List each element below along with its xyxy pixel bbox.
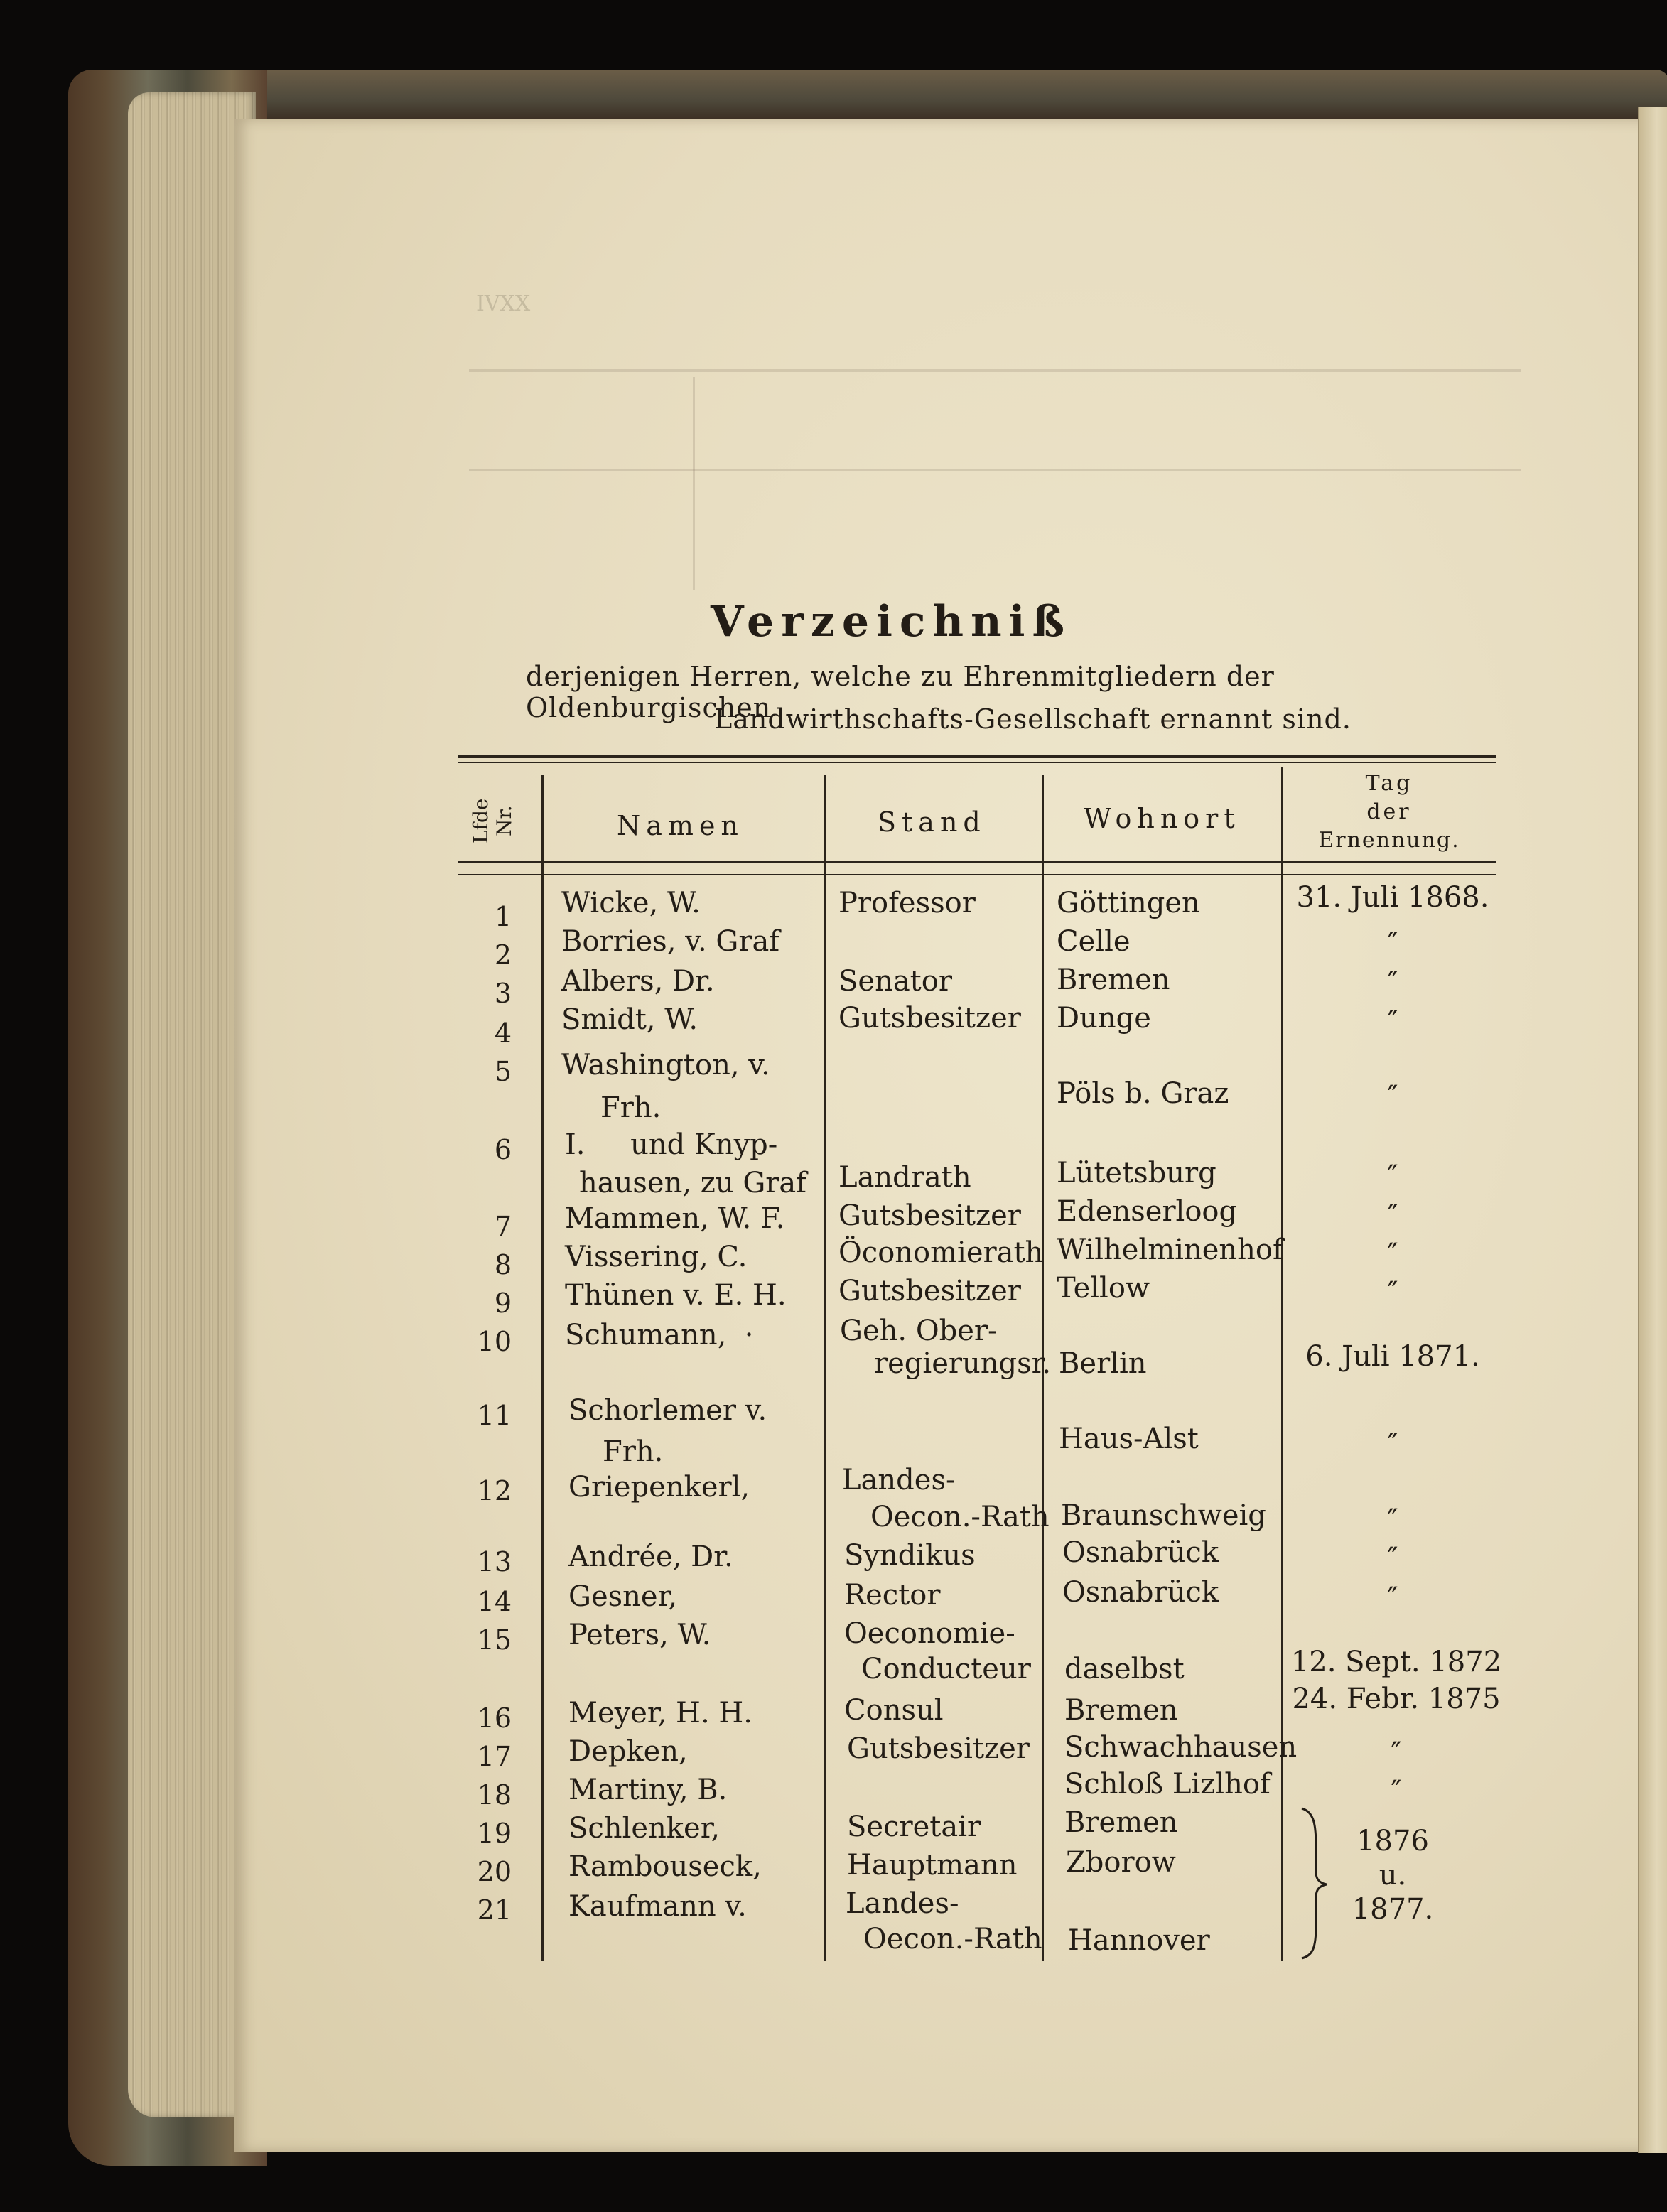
- row-17-wohnort: Schwachhausen: [1064, 1731, 1298, 1764]
- row-13-nr: 13: [477, 1546, 512, 1577]
- row-18-nr: 18: [477, 1779, 512, 1811]
- subtitle-line-2: Landwirthschafts-Gesellschaft ernannt sind.: [714, 703, 1352, 735]
- row-11-nr: 11: [477, 1400, 512, 1431]
- row-4-date: ″: [1387, 1005, 1398, 1038]
- row-7-wohnort: Edenserloog: [1057, 1195, 1238, 1228]
- row-1-wohnort: Göttingen: [1057, 887, 1200, 919]
- header-tag: Tag: [1365, 771, 1413, 796]
- row-8-stand: Öconomierath: [838, 1236, 1044, 1269]
- row-11-wohnort: Haus-Alst: [1059, 1423, 1199, 1455]
- row-6-nr: 6: [494, 1134, 512, 1165]
- row-18-date: ″: [1391, 1775, 1402, 1808]
- row-8-nr: 8: [494, 1249, 512, 1280]
- row-18-wohnort: Schloß Lizlhof: [1064, 1768, 1271, 1801]
- row-6-name: I. und Knyp-: [565, 1128, 778, 1161]
- group-date-line3: 1877.: [1352, 1893, 1434, 1926]
- header-bottom-rule: [458, 861, 1496, 863]
- row-5-name: Washington, v.: [561, 1049, 770, 1081]
- row-13-wohnort: Osnabrück: [1062, 1536, 1219, 1569]
- row-3-name: Albers, Dr.: [561, 965, 715, 998]
- row-21-stand-cont: Oecon.-Rath: [863, 1923, 1042, 1955]
- row-8-date: ″: [1387, 1238, 1398, 1270]
- row-17-date: ″: [1391, 1737, 1402, 1769]
- row-2-nr: 2: [494, 939, 512, 971]
- row-14-nr: 14: [477, 1586, 512, 1617]
- row-21-nr: 21: [477, 1894, 512, 1926]
- header-wohnort: Wohnort: [1084, 803, 1241, 834]
- row-6-stand: Landrath: [838, 1161, 971, 1194]
- row-7-nr: 7: [494, 1211, 512, 1242]
- row-6-date: ″: [1387, 1160, 1398, 1192]
- row-2-wohnort: Celle: [1057, 925, 1131, 958]
- row-21-wohnort: Hannover: [1068, 1924, 1210, 1957]
- header-stand: Stand: [878, 806, 986, 838]
- row-2-name: Borries, v. Graf: [561, 925, 780, 958]
- row-3-wohnort: Bremen: [1057, 964, 1170, 996]
- row-18-name: Martiny, B.: [568, 1774, 728, 1806]
- row-4-nr: 4: [494, 1018, 512, 1049]
- row-3-nr: 3: [494, 978, 512, 1009]
- row-17-name: Depken,: [568, 1735, 688, 1768]
- row-6-wohnort: Lütetsburg: [1057, 1157, 1216, 1189]
- row-9-date: ″: [1387, 1276, 1398, 1309]
- row-6-name-cont: hausen, zu Graf: [579, 1167, 807, 1199]
- row-8-wohnort: Wilhelminenhof: [1057, 1234, 1283, 1266]
- row-3-date: ″: [1387, 966, 1398, 999]
- row-16-nr: 16: [477, 1703, 512, 1734]
- row-10-nr: 10: [477, 1326, 512, 1357]
- row-5-wohnort: Pöls b. Graz: [1057, 1077, 1229, 1110]
- header-nr: Lfde Nr.: [469, 798, 516, 843]
- book-cover-top: [85, 70, 1667, 119]
- column-rule-nr: [541, 775, 544, 1961]
- row-11-name: Schorlemer v.: [568, 1394, 767, 1427]
- table-top-rule: [458, 755, 1496, 758]
- row-21-name: Kaufmann v.: [568, 1890, 747, 1923]
- row-19-name: Schlenker,: [568, 1812, 721, 1845]
- row-5-name-cont: Frh.: [600, 1091, 662, 1124]
- row-15-name: Peters, W.: [568, 1619, 711, 1651]
- row-16-stand: Consul: [844, 1694, 944, 1727]
- row-12-nr: 12: [477, 1475, 512, 1506]
- bleed-through-rule: [469, 469, 1521, 471]
- row-12-stand: Landes-: [842, 1464, 956, 1496]
- row-4-name: Smidt, W.: [561, 1003, 698, 1036]
- row-4-wohnort: Dunge: [1057, 1002, 1151, 1035]
- row-10-stand: Geh. Ober-: [840, 1315, 998, 1347]
- row-20-name: Rambouseck,: [568, 1850, 762, 1883]
- subtitle-line-1: derjenigen Herren, welche zu Ehrenmitgliedern der Oldenburgischen: [526, 661, 1275, 723]
- row-1-name: Wicke, W.: [561, 887, 701, 919]
- row-20-stand: Hauptmann: [847, 1849, 1018, 1882]
- row-9-stand: Gutsbesitzer: [838, 1275, 1021, 1307]
- row-21-stand: Landes-: [846, 1887, 959, 1920]
- row-19-nr: 19: [477, 1818, 512, 1849]
- next-page-edge: [1638, 107, 1667, 2153]
- row-15-stand: Oeconomie-: [844, 1617, 1015, 1650]
- row-17-nr: 17: [477, 1741, 512, 1772]
- row-19-stand: Secretair: [847, 1811, 981, 1843]
- row-15-wohnort: daselbst: [1064, 1653, 1185, 1685]
- row-9-nr: 9: [494, 1288, 512, 1319]
- row-11-name-cont: Frh.: [603, 1435, 664, 1468]
- row-15-date: 12. Sept. 1872: [1290, 1646, 1502, 1678]
- row-15-nr: 15: [477, 1624, 512, 1656]
- row-11-date: ″: [1387, 1428, 1398, 1461]
- row-12-wohnort: Braunschweig: [1061, 1499, 1266, 1532]
- row-8-name: Vissering, C.: [565, 1241, 748, 1273]
- row-1-stand: Professor: [838, 887, 976, 919]
- row-12-name: Griepenkerl,: [568, 1471, 750, 1504]
- row-9-name: Thünen v. E. H.: [565, 1279, 787, 1312]
- row-20-wohnort: Zborow: [1066, 1846, 1176, 1879]
- row-1-nr: 1: [494, 901, 512, 932]
- bleed-through-page-mark: IVXX: [476, 291, 531, 316]
- table-top-rule-thin: [458, 762, 1496, 763]
- row-10-name: Schumann, ·: [565, 1319, 754, 1352]
- header-bottom-rule-thin: [458, 874, 1496, 875]
- row-3-stand: Senator: [838, 965, 952, 998]
- row-7-name: Mammen, W. F.: [565, 1202, 785, 1235]
- header-namen: Namen: [617, 810, 744, 841]
- row-10-stand-cont: regierungsr.: [874, 1347, 1052, 1380]
- row-16-name: Meyer, H. H.: [568, 1697, 752, 1730]
- bleed-through-rule: [469, 369, 1521, 372]
- row-12-stand-cont: Oecon.-Rath: [870, 1501, 1050, 1533]
- group-date-line1: 1876: [1356, 1825, 1429, 1857]
- header-ernennung: Ernennung.: [1318, 828, 1460, 853]
- bleed-through-rule: [693, 377, 695, 590]
- row-2-date: ″: [1387, 927, 1398, 960]
- row-14-stand: Rector: [844, 1579, 941, 1612]
- group-date-line2: u.: [1379, 1859, 1407, 1892]
- row-13-name: Andrée, Dr.: [568, 1541, 733, 1573]
- row-19-wohnort: Bremen: [1064, 1806, 1178, 1839]
- column-rule-namen: [824, 775, 826, 1961]
- row-5-nr: 5: [494, 1056, 512, 1087]
- row-7-stand: Gutsbesitzer: [838, 1199, 1021, 1232]
- column-rule-wohnort: [1281, 767, 1283, 1961]
- header-der: der: [1366, 799, 1412, 824]
- row-14-wohnort: Osnabrück: [1062, 1576, 1219, 1609]
- row-10-wohnort: Berlin: [1059, 1347, 1147, 1380]
- row-1-date: 31. Juli 1868.: [1296, 881, 1489, 914]
- row-14-name: Gesner,: [568, 1580, 678, 1613]
- row-9-wohnort: Tellow: [1057, 1272, 1150, 1305]
- row-7-date: ″: [1387, 1199, 1398, 1232]
- row-20-nr: 20: [477, 1856, 512, 1887]
- row-16-wohnort: Bremen: [1064, 1694, 1178, 1727]
- row-13-date: ″: [1387, 1542, 1398, 1575]
- page-title: Verzeichniß: [711, 597, 1072, 647]
- row-4-stand: Gutsbesitzer: [838, 1002, 1021, 1035]
- row-10-date: 6. Juli 1871.: [1305, 1340, 1480, 1373]
- row-15-stand-cont: Conducteur: [861, 1653, 1031, 1685]
- row-12-date: ″: [1387, 1504, 1398, 1536]
- row-5-date: ″: [1387, 1080, 1398, 1113]
- row-16-date: 24. Febr. 1875: [1292, 1683, 1501, 1715]
- row-14-date: ″: [1387, 1582, 1398, 1614]
- row-17-stand: Gutsbesitzer: [847, 1732, 1030, 1765]
- row-13-stand: Syndikus: [844, 1539, 976, 1572]
